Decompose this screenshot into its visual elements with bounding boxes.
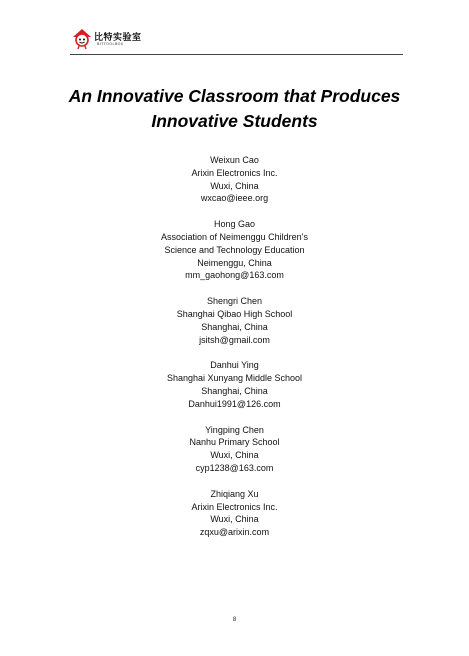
author-affiliation: Science and Technology Education xyxy=(164,244,305,255)
author-block xyxy=(60,295,409,346)
header-divider xyxy=(70,54,403,55)
author-block xyxy=(60,154,409,205)
author-affiliation: Arixin Electronics Inc. xyxy=(191,167,278,178)
author-block xyxy=(60,359,409,410)
author-block xyxy=(60,218,409,282)
author-block xyxy=(60,424,409,475)
author-affiliation: Shanghai Xunyang Middle School xyxy=(166,373,303,384)
author-email[interactable]: jsitsh@gmail.com xyxy=(199,334,270,345)
logo-text: 比特实验室 xyxy=(94,33,142,43)
author-location: Shanghai, China xyxy=(201,321,268,332)
author-email[interactable]: Danhui1991@126.com xyxy=(188,398,281,409)
author-name: Hong Gao xyxy=(213,219,256,230)
logo xyxy=(70,26,190,54)
author-location: Wuxi, China xyxy=(210,450,259,461)
page-number: 8 xyxy=(232,617,237,623)
title-line: Innovative Students xyxy=(151,111,318,131)
author-affiliation: Shanghai Qibao High School xyxy=(176,308,293,319)
author-name: Weixun Cao xyxy=(210,155,259,165)
author-list xyxy=(60,154,409,552)
author-location: Wuxi, China xyxy=(210,180,259,191)
paper-title xyxy=(40,84,429,134)
author-name: Danhui Ying xyxy=(210,360,259,371)
author-name: Yingping Chen xyxy=(205,424,264,435)
title-line: An Innovative Classroom that Produces xyxy=(68,86,401,106)
author-location: Neimenggu, China xyxy=(197,257,272,268)
author-location: Wuxi, China xyxy=(210,514,259,525)
author-name: Zhiqiang Xu xyxy=(210,488,259,499)
author-location: Shanghai, China xyxy=(201,385,268,396)
author-name: Shengri Chen xyxy=(206,296,263,307)
author-email[interactable]: zqxu@arixin.com xyxy=(199,527,270,538)
author-email[interactable]: cyp1238@163.com xyxy=(195,462,274,473)
author-affiliation: Arixin Electronics Inc. xyxy=(191,501,278,512)
author-email[interactable]: wxcao@ieee.org xyxy=(200,193,269,204)
author-affiliation: Nanhu Primary School xyxy=(189,437,280,448)
robot-logo-icon xyxy=(70,26,94,50)
logo-subtext: BITTOOLBOX xyxy=(97,42,124,46)
author-affiliation: Association of Neimenggu Children’s xyxy=(161,231,308,242)
page-header xyxy=(70,26,403,56)
author-email[interactable]: mm_gaohong@163.com xyxy=(185,270,284,281)
author-block xyxy=(60,488,409,539)
